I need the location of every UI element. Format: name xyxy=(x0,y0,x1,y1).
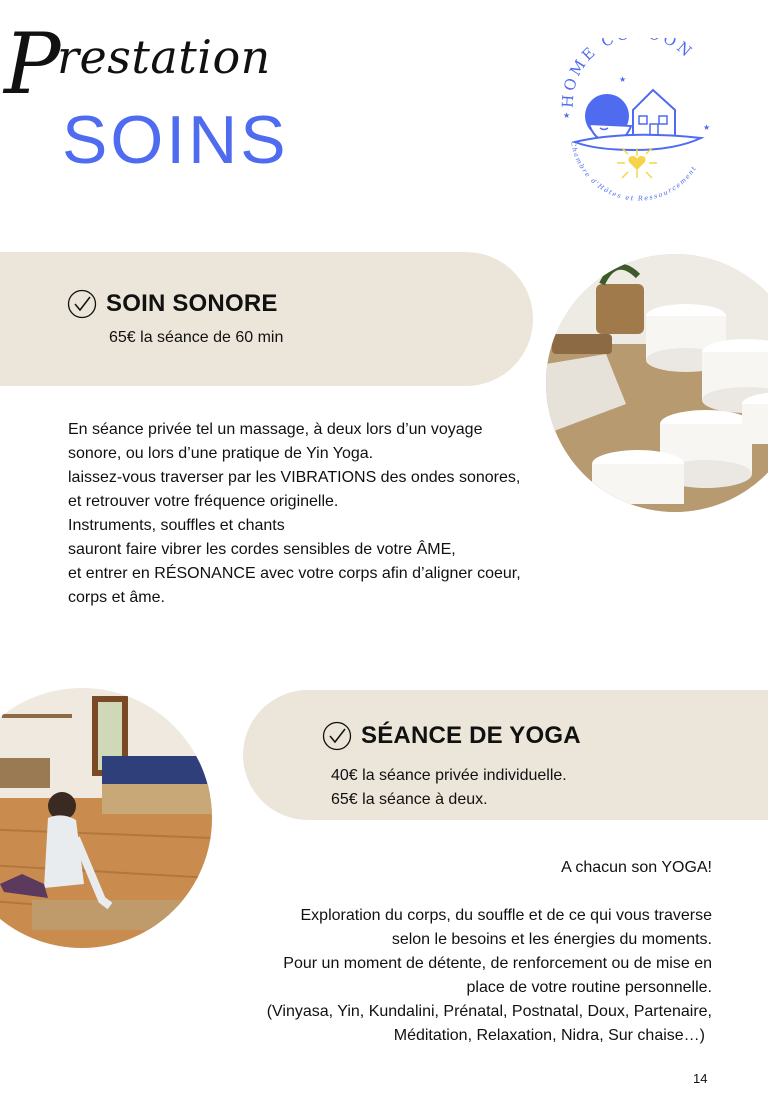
yoga-photo xyxy=(0,688,212,948)
soin-sonore-price: 65€ la séance de 60 min xyxy=(109,329,284,346)
yoga-price-line: 40€ la séance privée individuelle. xyxy=(331,767,567,784)
yoga-tagline: A chacun son YOGA! xyxy=(561,859,712,876)
description-line: et retrouver votre fréquence originelle. xyxy=(68,493,339,510)
sound-bowls-photo xyxy=(546,254,768,512)
svg-text:★: ★ xyxy=(703,123,711,132)
logo-tagline: Chambre d'Hôtes et Ressourcement xyxy=(568,140,699,203)
svg-text:★: ★ xyxy=(619,75,627,84)
description-line: place de votre routine personnelle. xyxy=(466,979,712,996)
script-title xyxy=(4,15,271,113)
page-number: 14 xyxy=(693,1071,708,1086)
description-line: Instruments, souffles et chants xyxy=(68,517,285,534)
page-title: SOINS xyxy=(62,102,289,178)
description-line: laissez-vous traverser par les VIBRATIONS des ondes sonores, xyxy=(68,469,521,486)
script-title-initial: P xyxy=(4,15,62,113)
yoga-prices xyxy=(331,764,567,812)
description-line: sonore, ou lors d’une pratique de Yin Yoga. xyxy=(68,445,374,462)
yoga-heading: SÉANCE DE YOGA xyxy=(361,722,581,749)
script-title-rest: restation xyxy=(57,30,271,84)
soin-sonore-heading: SOIN SONORE xyxy=(106,290,278,317)
yoga-price-line: 65€ la séance à deux. xyxy=(331,791,488,808)
logo-graphic xyxy=(555,38,720,208)
svg-text:★: ★ xyxy=(563,111,571,120)
description-line: (Vinyasa, Yin, Kundalini, Prénatal, Postnatal, Doux, Partenaire, xyxy=(266,1003,712,1020)
description-line: corps et âme. xyxy=(68,589,165,606)
description-line: sauront faire vibrer les cordes sensibles de votre ÂME, xyxy=(68,541,456,558)
yoga-description xyxy=(267,904,712,1048)
description-line: et entrer en RÉSONANCE avec votre corps afin d’aligner coeur, xyxy=(68,565,521,582)
logo-arc-text: HOME C ON xyxy=(558,38,698,109)
description-line: selon le besoins et les énergies du moments. xyxy=(391,931,712,948)
description-line: Exploration du corps, du souffle et de ce qui vous traverse xyxy=(300,907,712,924)
soin-sonore-description xyxy=(68,418,521,610)
home-cocoon-logo xyxy=(555,38,720,208)
check-circle-icon xyxy=(67,289,97,324)
check-circle-icon xyxy=(322,721,352,756)
description-line: Méditation, Relaxation, Nidra, Sur chaise…) xyxy=(393,1027,705,1044)
description-line: En séance privée tel un massage, à deux lors d’un voyage xyxy=(68,421,483,438)
description-line: Pour un moment de détente, de renforcement ou de mise en xyxy=(283,955,712,972)
